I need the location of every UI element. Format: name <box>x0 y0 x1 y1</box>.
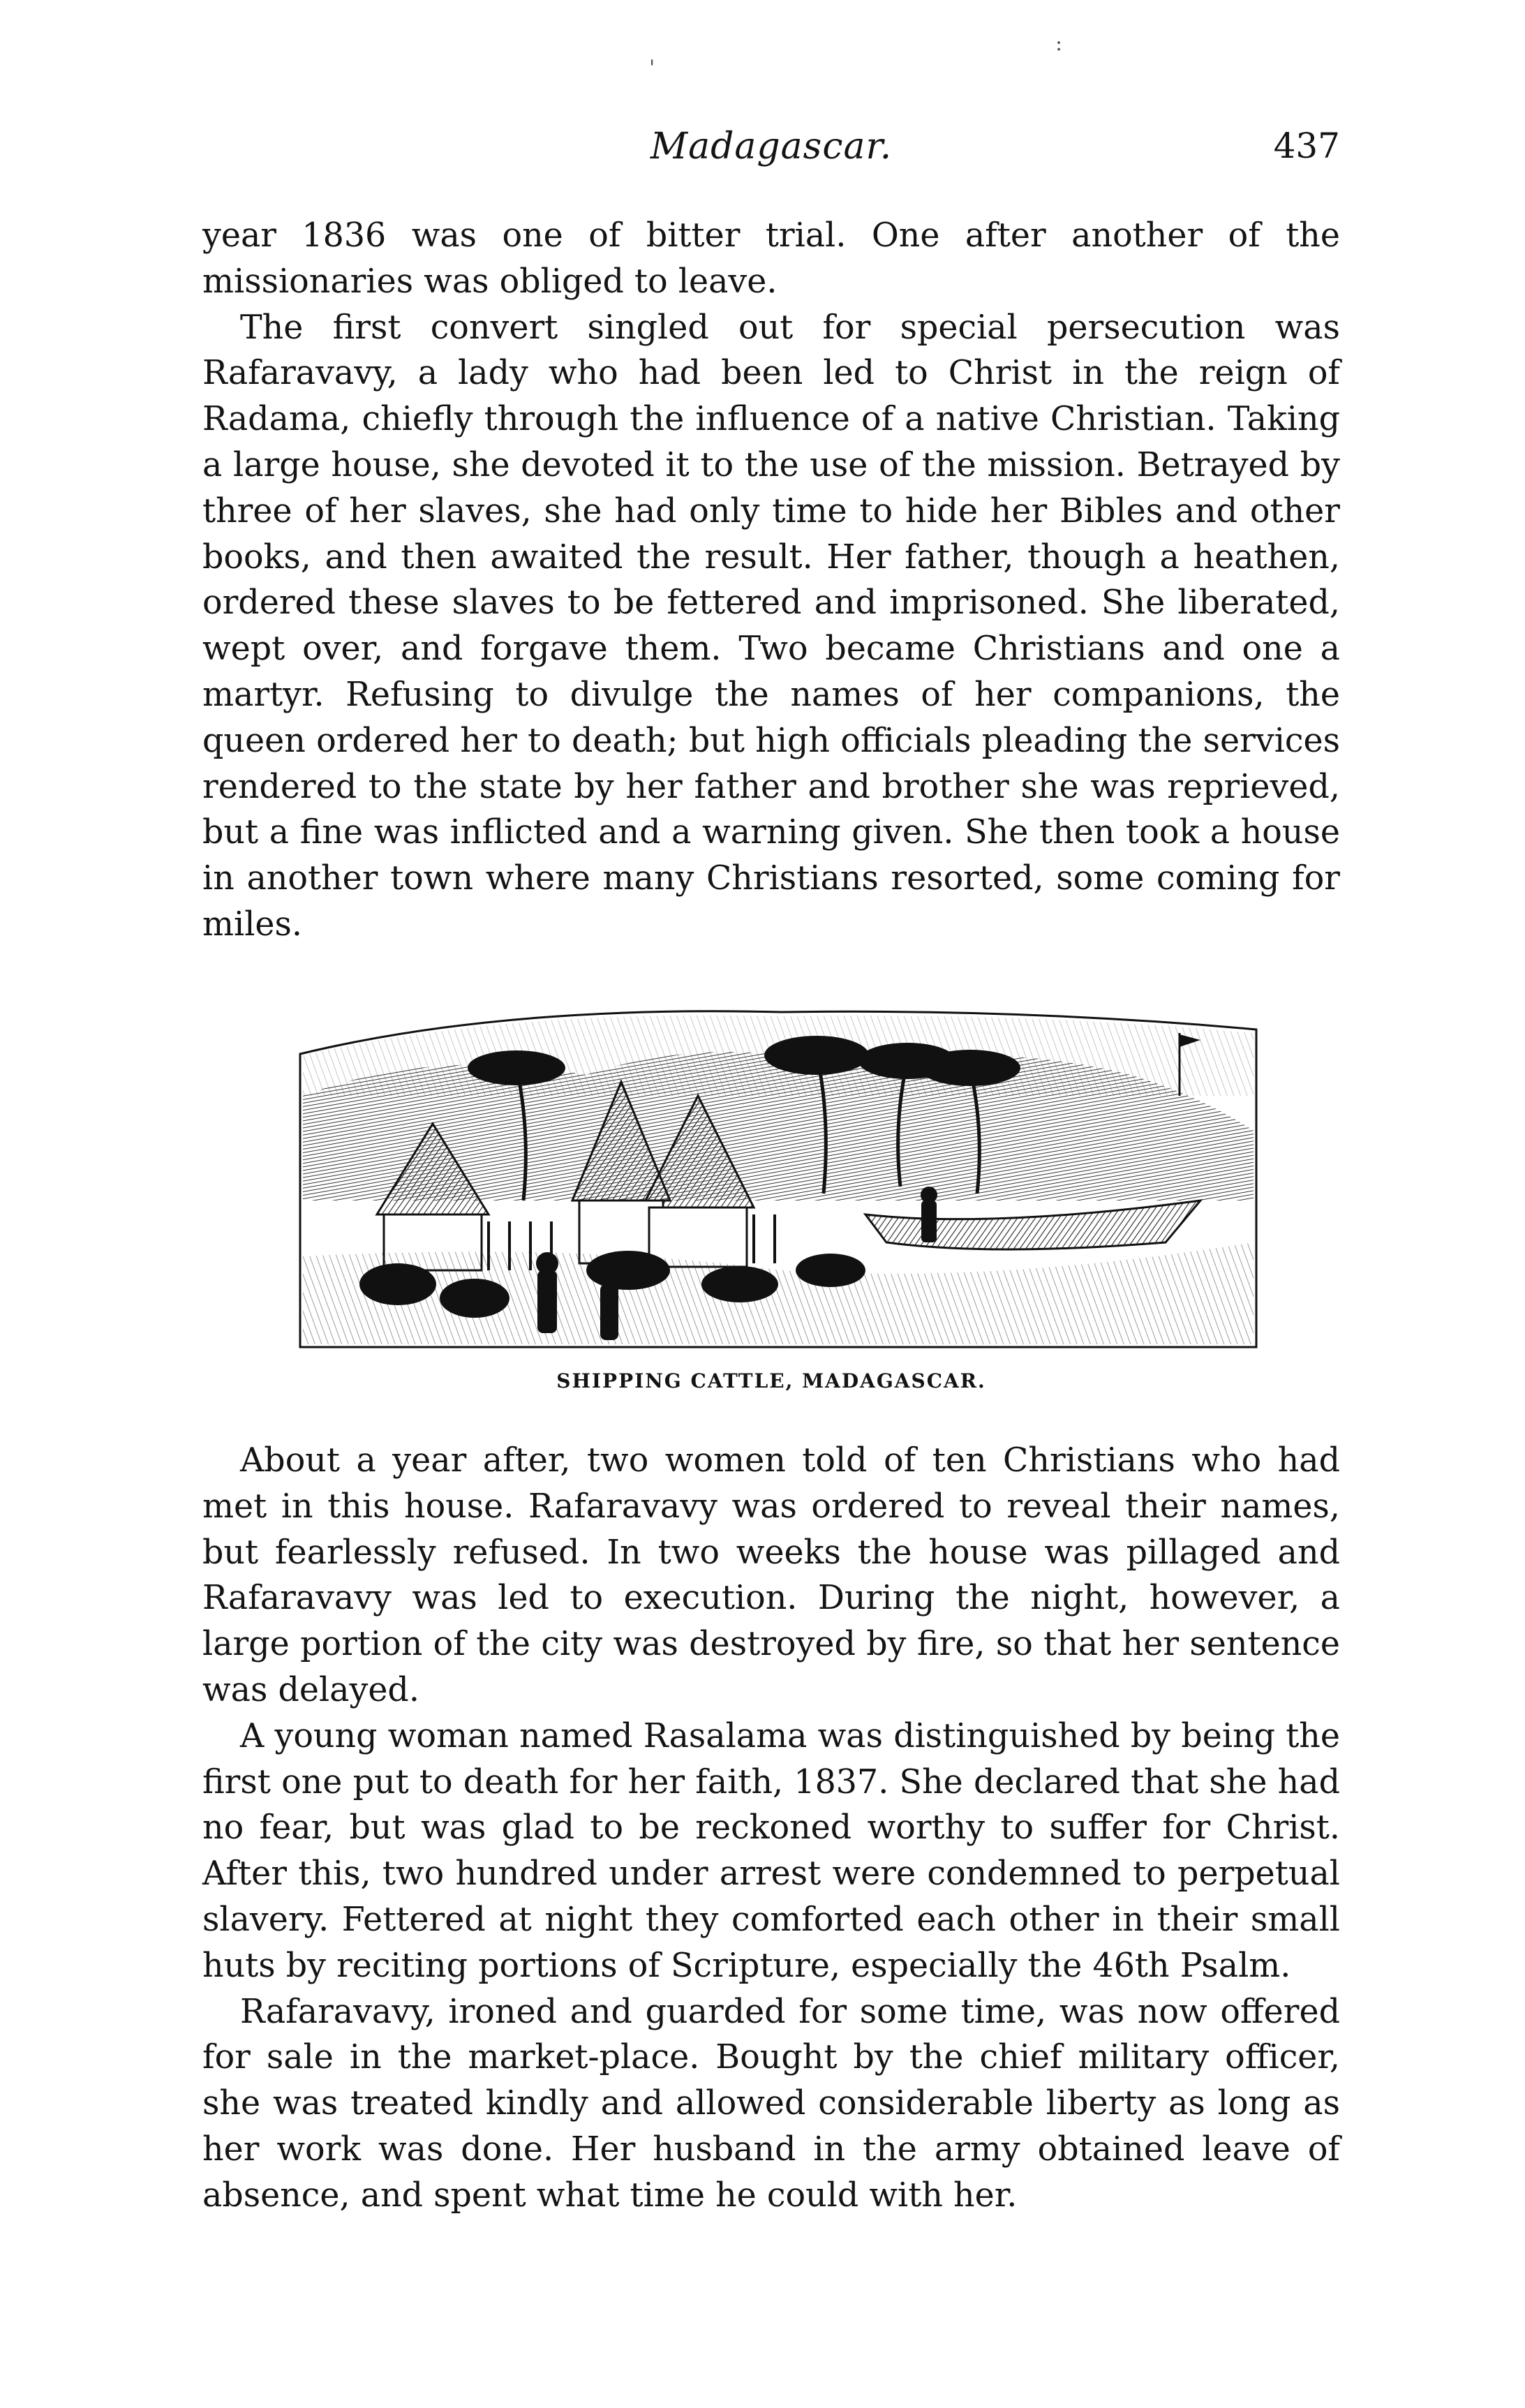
paragraph: A young woman named Rasalama was distinguished by being the first one put to death for her faith, 1837. She declared that she had no fear, but was glad to be reckoned worthy to suffer for Christ. After this, two hundred under arrest were condemned to perpetual slavery. Fettered at night they comforted each other in their small huts by reciting portions of Scripture, especially the 46th Psalm. <box>202 1716 1340 1985</box>
engraving-illustration <box>293 991 1270 1354</box>
running-head <box>202 126 1340 181</box>
page-number: 437 <box>1273 126 1340 166</box>
paragraph: About a year after, two women told of ten Christians who had met in this house. Rafaravavy was ordered to reveal their names, but fearlessly refused. In two weeks the house was pillaged and Rafaravavy was led to execution. During the night, however, a large portion of the city was destroyed by fire, so that her sentence was delayed. <box>202 1441 1340 1709</box>
paragraph: The first convert singled out for special persecution was Rafaravavy, a lady who had been led to Christ in the reign of Radama, chiefly through the influence of a native Christian. Taking a large house, she devoted it to the use of the mission. Betrayed by three of her slaves, she had only time to hide her Bibles and other books, and then awaited the result. Her father, though a heathen, ordered these slaves to be fettered and imprisoned. She liberated, wept over, and forgave them. Two became Christians and one a martyr. Refusing to divulge the names of her companions, the queen ordered her to death; but high officials pleading the services rendered to the state by her father and brother she was reprieved, but a fine was inflicted and a warning given. She then took a house in another town where many Christians resorted, some coming for miles. <box>202 308 1340 944</box>
paragraph: Rafaravavy, ironed and guarded for some time, was now offered for sale in the market-place. Bought by the chief military officer, she was treated kindly and allowed considerable liberty as long as her work was done. Her husband in the army obtained leave of absence, and spent what time he could with her. <box>202 1992 1340 2215</box>
scan-speck: : <box>1055 31 1063 56</box>
scan-speck: ' <box>649 56 655 80</box>
figure-caption: SHIPPING CATTLE, MADAGASCAR. <box>556 1369 986 1392</box>
running-title: Madagascar. <box>650 126 893 168</box>
engraving-image <box>293 991 1270 1354</box>
paragraph: year 1836 was one of bitter trial. One after another of the missionaries was obliged to leave. <box>202 216 1340 301</box>
text-block-bottom <box>202 1438 1340 2219</box>
text-block-top <box>202 213 1340 948</box>
